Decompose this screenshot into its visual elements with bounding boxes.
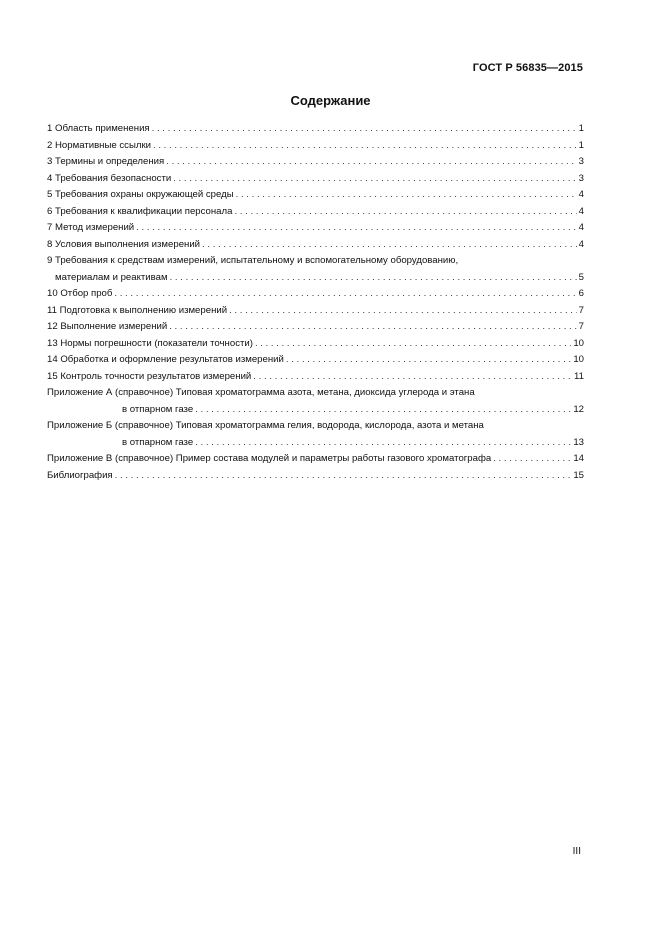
toc-entry-9[interactable] [47, 253, 584, 286]
dot-leader [195, 435, 571, 452]
toc-entry-label: 5 Требования охраны окружающей среды [47, 189, 234, 200]
toc-entry-page: 6 [578, 288, 584, 299]
toc-entry-7[interactable] [47, 220, 584, 237]
toc-entry-6[interactable] [47, 204, 584, 221]
toc-entry-3[interactable] [47, 154, 584, 171]
toc-entry-page: 15 [573, 469, 584, 481]
toc-entry-page: 7 [578, 321, 584, 332]
document-standard-number: ГОСТ Р 56835—2015 [472, 62, 583, 74]
dot-leader [195, 402, 571, 419]
toc-entry-page: 4 [578, 205, 584, 217]
dot-leader [114, 286, 576, 303]
toc-entry-1[interactable] [47, 121, 584, 138]
dot-leader [166, 154, 576, 171]
dot-leader [152, 121, 577, 138]
toc-entry-page: 13 [573, 436, 584, 448]
dot-leader [169, 319, 576, 336]
toc-entry-page: 1 [578, 139, 584, 151]
toc-entry-page: 3 [578, 172, 584, 184]
dot-leader [173, 171, 576, 188]
toc-entry-label: 11 Подготовка к выполнению измерений [47, 304, 228, 316]
toc-entry-label: 3 Термины и определения [47, 156, 165, 167]
toc-entry-page: 10 [573, 354, 584, 365]
toc-entry-page: 4 [578, 189, 584, 200]
toc-entry-appendix-c[interactable] [47, 451, 584, 468]
toc-entry-page: 5 [578, 271, 584, 283]
dot-leader [170, 270, 577, 287]
toc-entry-page: 12 [573, 403, 584, 415]
toc-entry-label: 10 Отбор проб [47, 288, 113, 299]
toc-entry-bibliography[interactable] [47, 468, 584, 485]
dot-leader [255, 336, 571, 353]
toc-entry-15[interactable] [47, 369, 584, 386]
toc-entry-page: 4 [578, 238, 584, 250]
toc-entry-11[interactable] [47, 303, 584, 320]
dot-leader [115, 468, 572, 485]
toc-entry-label-line1: Приложение Б (справочное) Типовая хроматограмма гелия, водорода, кислорода, азота и метана [47, 420, 484, 431]
toc-entry-10[interactable] [47, 286, 584, 303]
page-number: III [572, 846, 581, 857]
toc-entry-label: Приложение В (справочное) Пример состава модулей и параметры работы газового хроматографа [47, 453, 492, 464]
toc-entry-14[interactable] [47, 352, 584, 369]
page-title: Содержание [290, 93, 371, 108]
dot-leader [493, 451, 571, 468]
toc-entry-label: 14 Обработка и оформление результатов измерений [47, 354, 284, 365]
toc-entry-label: в отпарном газе [122, 403, 194, 415]
dot-leader [234, 204, 576, 221]
toc-entry-page: 4 [578, 222, 584, 233]
toc-entry-label: 1 Область применения [47, 123, 150, 134]
toc-entry-label: Библиография [47, 469, 113, 481]
toc-entry-label: 7 Метод измерений [47, 222, 135, 233]
toc-entry-label: 2 Нормативные ссылки [47, 139, 152, 151]
toc-entry-label: 6 Требования к квалификации персонала [47, 205, 233, 217]
toc-entry-2[interactable] [47, 138, 584, 155]
toc-entry-label: материалам и реактивам [55, 271, 168, 283]
dot-leader [136, 220, 576, 237]
toc-entry-4[interactable] [47, 171, 584, 188]
toc-entry-13[interactable] [47, 336, 584, 353]
toc-entry-page: 1 [578, 123, 584, 134]
toc-entry-label: в отпарном газе [122, 436, 194, 448]
dot-leader [229, 303, 577, 320]
toc-entry-page: 14 [573, 453, 584, 464]
toc-entry-page: 7 [578, 304, 584, 316]
toc-entry-page: 3 [578, 156, 584, 167]
toc-entry-appendix-b[interactable] [47, 418, 584, 451]
toc-entry-label: 12 Выполнение измерений [47, 321, 168, 332]
toc-entry-label: 13 Нормы погрешности (показатели точности) [47, 337, 253, 349]
toc-entry-page: 11 [574, 370, 584, 382]
toc-entry-label-line1: 9 Требования к средствам измерений, испытательному и вспомогательному оборудованию, [47, 255, 459, 266]
table-of-contents [47, 121, 584, 484]
toc-entry-label: 8 Условия выполнения измерений [47, 238, 201, 250]
dot-leader [253, 369, 572, 386]
dot-leader [286, 352, 571, 369]
toc-entry-page: 10 [573, 337, 584, 349]
toc-entry-label: 4 Требования безопасности [47, 172, 172, 184]
toc-entry-12[interactable] [47, 319, 584, 336]
toc-entry-label: 15 Контроль точности результатов измерений [47, 370, 252, 382]
toc-entry-appendix-a[interactable] [47, 385, 584, 418]
dot-leader [153, 138, 577, 155]
dot-leader [236, 187, 577, 204]
toc-entry-label-line1: Приложение А (справочное) Типовая хроматограмма азота, метана, диоксида углерода и этана [47, 387, 475, 398]
toc-entry-5[interactable] [47, 187, 584, 204]
toc-entry-8[interactable] [47, 237, 584, 254]
dot-leader [202, 237, 577, 254]
